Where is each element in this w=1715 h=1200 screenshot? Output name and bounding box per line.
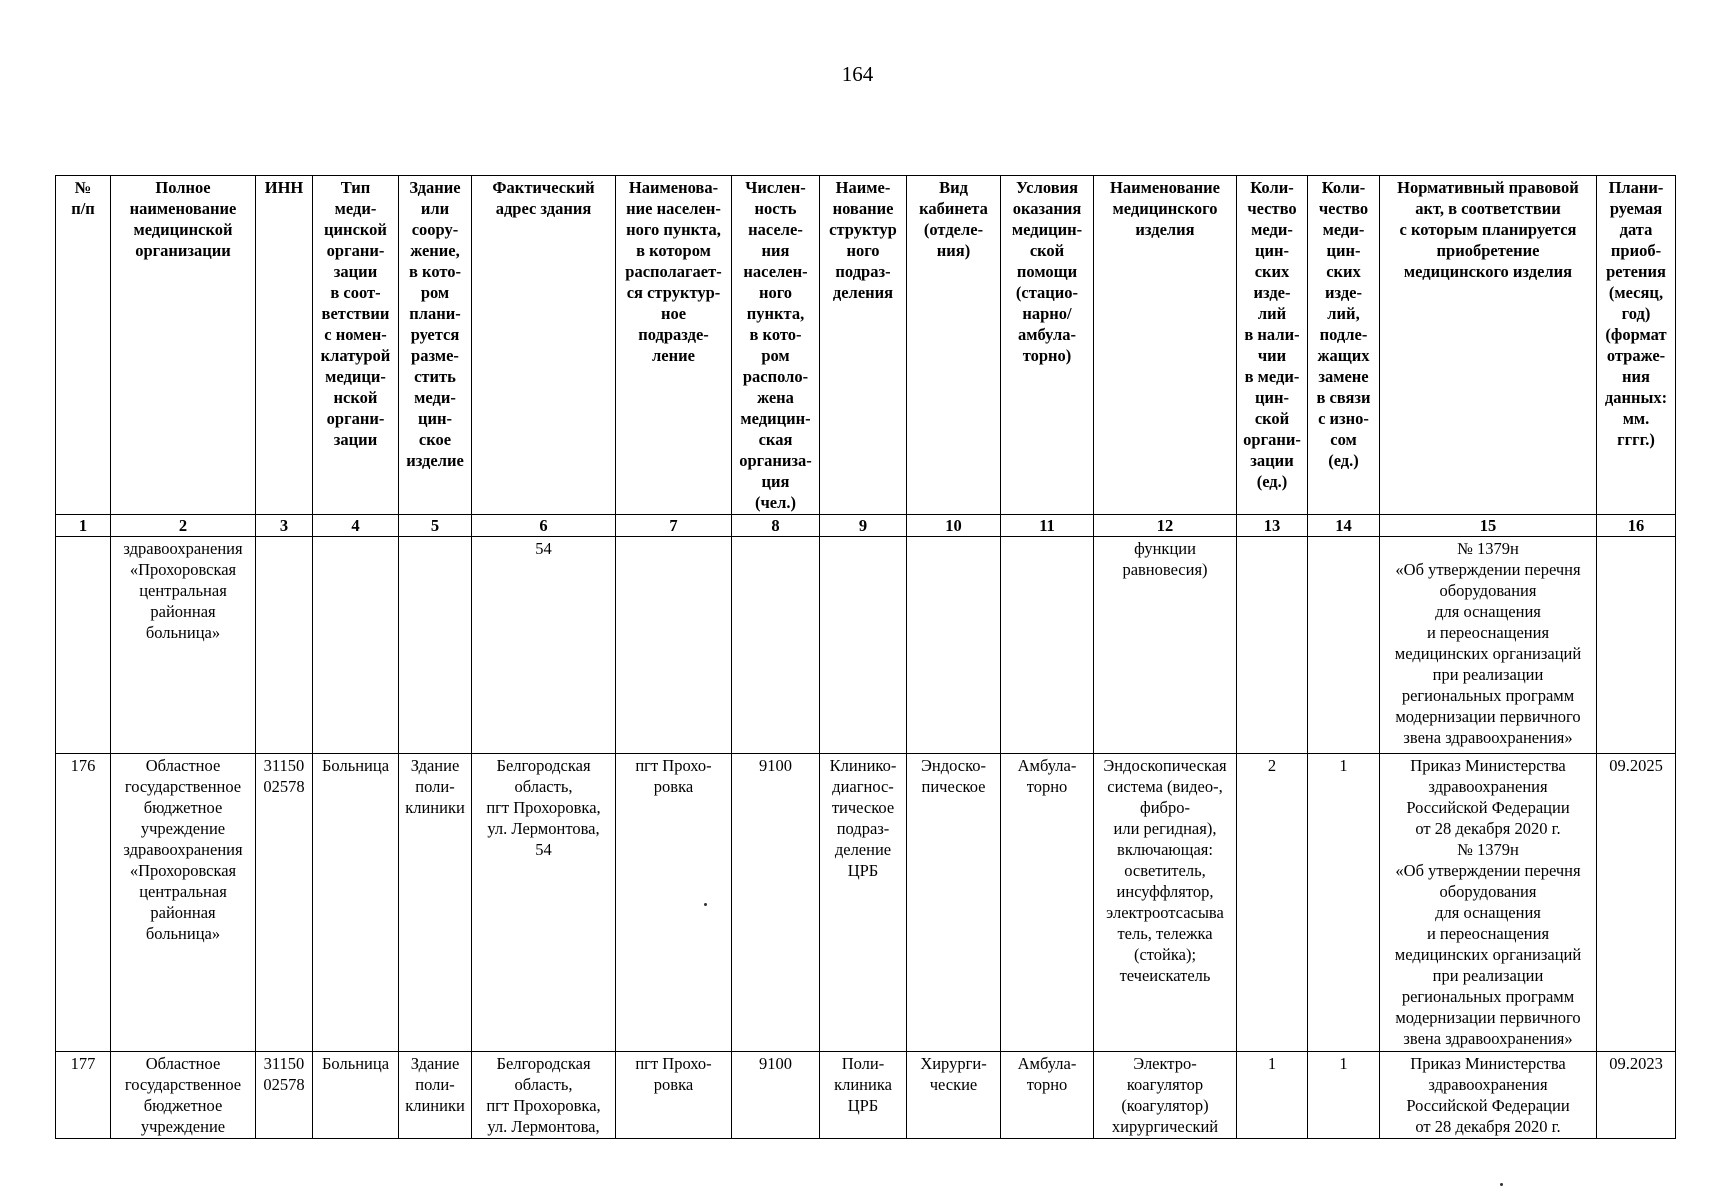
header-cell: Вид кабинета (отделе- ния) [907,176,1001,515]
table-cell: 54 [472,537,616,754]
header-row [56,176,1676,515]
table-cell: Амбула- торно [1001,1052,1094,1139]
column-number-cell: 7 [616,515,732,537]
table-cell: Здание поли- клиники [399,754,472,1052]
equipment-table [55,175,1676,1139]
column-number-cell: 3 [256,515,313,537]
header-cell: Тип меди- цинской органи- зации в соот- ветствии с номен- клатурой медици- нской органи- зации [313,176,399,515]
column-number-cell: 6 [472,515,616,537]
table-cell: Эндоско- пическое [907,754,1001,1052]
table-cell: 31150 02578 [256,1052,313,1139]
table-cell: Больница [313,1052,399,1139]
table-cell: Здание поли- клиники [399,1052,472,1139]
header-cell: Наименование медицинского изделия [1094,176,1237,515]
table-cell: Электро- коагулятор (коагулятор) хирургический [1094,1052,1237,1139]
table-cell: Эндоскопическая система (видео-, фибро- или регидная), включающая: осветитель, инсуффлятор, электроотсасыва тель, тележка (стойка); течеискатель [1094,754,1237,1052]
table-cell [56,537,111,754]
table-cell: 9100 [732,1052,820,1139]
header-cell: Наименова- ние населен- ного пункта, в котором располагает- ся структур- ное подразде- ление [616,176,732,515]
column-number-cell: 16 [1597,515,1676,537]
column-number-cell: 2 [111,515,256,537]
header-cell: № п/п [56,176,111,515]
column-number-cell: 11 [1001,515,1094,537]
table-cell: Белгородская область, пгт Прохоровка, ул. Лермонтова, 54 [472,754,616,1052]
table-cell: Больница [313,754,399,1052]
column-number-row [56,515,1676,537]
header-cell: Здание или соору- жение, в кото- ром плани- руется разме- стить меди- цин- ское изделие [399,176,472,515]
table-cell: 1 [1237,1052,1308,1139]
header-cell: Условия оказания медицин- ской помощи (стацио- нарно/ амбула- торно) [1001,176,1094,515]
header-cell: Наиме- нование структур ного подраз- деления [820,176,907,515]
column-number-cell: 13 [1237,515,1308,537]
table-cell: функции равновесия) [1094,537,1237,754]
header-cell: Нормативный правовой акт, в соответствии с которым планируется приобретение медицинского изделия [1380,176,1597,515]
table-cell: пгт Прохо- ровка [616,1052,732,1139]
table-cell: 176 [56,754,111,1052]
column-number-cell: 10 [907,515,1001,537]
header-cell: Числен- ность населе- ния населен- ного пункта, в кото- ром располо- жена медицин- ская организа- ция (чел.) [732,176,820,515]
scan-speck [704,903,707,906]
table-cell: 177 [56,1052,111,1139]
table-cell: Амбула- торно [1001,754,1094,1052]
table-row [56,754,1676,1052]
column-number-cell: 14 [1308,515,1380,537]
table-cell [313,537,399,754]
column-number-cell: 8 [732,515,820,537]
table-cell [820,537,907,754]
table-cell: здравоохранения «Прохоровская центральная районная больница» [111,537,256,754]
table-cell: 09.2023 [1597,1052,1676,1139]
table-cell: Областное государственное бюджетное учреждение [111,1052,256,1139]
table-cell: Приказ Министерства здравоохранения Российской Федерации от 28 декабря 2020 г. № 1379н «Об утверждении перечня оборудования для оснащения и переоснащения медицинских организаций при реализации региональных программ модернизации первичного звена здравоохранения» [1380,754,1597,1052]
column-number-cell: 4 [313,515,399,537]
table-cell: 1 [1308,1052,1380,1139]
table-cell [616,537,732,754]
table-cell: Белгородская область, пгт Прохоровка, ул. Лермонтова, [472,1052,616,1139]
header-cell: Фактический адрес здания [472,176,616,515]
column-number-cell: 12 [1094,515,1237,537]
table-cell: 9100 [732,754,820,1052]
table-cell: 09.2025 [1597,754,1676,1052]
table-cell [1597,537,1676,754]
table-cell: Хирурги- ческие [907,1052,1001,1139]
table-cell: Областное государственное бюджетное учреждение здравоохранения «Прохоровская центральная районная больница» [111,754,256,1052]
column-number-cell: 9 [820,515,907,537]
table-cell: 2 [1237,754,1308,1052]
table-row [56,537,1676,754]
table-cell: № 1379н «Об утверждении перечня оборудования для оснащения и переоснащения медицинских организаций при реализации региональных программ модернизации первичного звена здравоохранения» [1380,537,1597,754]
table-cell: Приказ Министерства здравоохранения Российской Федерации от 28 декабря 2020 г. [1380,1052,1597,1139]
header-cell: Коли- чество меди- цин- ских изде- лий в нали- чии в меди- цин- ской органи- зации (ед.) [1237,176,1308,515]
table-cell [1237,537,1308,754]
table-cell: 31150 02578 [256,754,313,1052]
header-cell: Полное наименование медицинской организации [111,176,256,515]
scan-speck [1500,1183,1503,1186]
table-cell: Поли- клиника ЦРБ [820,1052,907,1139]
table-cell [732,537,820,754]
column-number-cell: 5 [399,515,472,537]
table-cell [399,537,472,754]
header-cell: Плани- руемая дата приоб- ретения (месяц, год) (формат отраже- ния данных: мм. гггг.) [1597,176,1676,515]
page-number: 164 [841,62,874,86]
header-cell: Коли- чество меди- цин- ских изде- лий, подле- жащих замене в связи с изно- сом (ед.) [1308,176,1380,515]
table-cell: пгт Прохо- ровка [616,754,732,1052]
table-cell: 1 [1308,754,1380,1052]
table-cell [256,537,313,754]
header-cell: ИНН [256,176,313,515]
table-cell [1001,537,1094,754]
column-number-cell: 1 [56,515,111,537]
table-row [56,1052,1676,1139]
table-cell [1308,537,1380,754]
column-number-cell: 15 [1380,515,1597,537]
table-cell: Клинико- диагнос- тическое подраз- деление ЦРБ [820,754,907,1052]
table-cell [907,537,1001,754]
